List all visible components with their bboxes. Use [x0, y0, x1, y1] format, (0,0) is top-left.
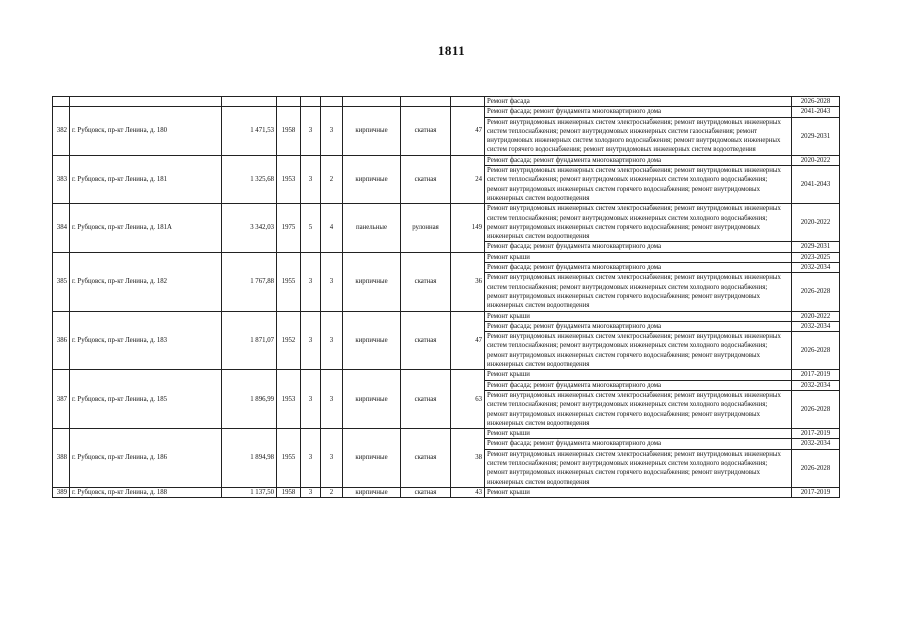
wall-material-cell: кирпичные: [343, 487, 401, 497]
floors-cell: 3: [301, 487, 321, 497]
work-type-cell: Ремонт внутридомовых инженерных систем электроснабжения; ремонт внутридомовых инженерных систем теплоснабжения; ремонт внутридомовых инженерных систем холодного водоснабжения; ремонт внутридомовых инженерных систем горячего водоснабжения; ремонт внутридомовых инженерных систем водоотведения: [485, 204, 792, 242]
work-type-cell: Ремонт фасада; ремонт фундамента многоквартирного дома: [485, 155, 792, 165]
table-row: [53, 97, 840, 107]
roof-type-cell: скатная: [401, 252, 451, 311]
work-type-cell: Ремонт крыши: [485, 487, 792, 497]
row-number-cell: 385: [53, 252, 70, 311]
year-built-cell: 1953: [277, 155, 301, 203]
total-area-cell: 1 896,99: [222, 370, 277, 429]
roof-type-cell: скатная: [401, 370, 451, 429]
work-period-cell: 2026-2028: [792, 332, 840, 370]
total-area-cell: 1 894,98: [222, 429, 277, 488]
year-built-cell: 1958: [277, 107, 301, 155]
roof-type-cell: скатная: [401, 429, 451, 488]
entrances-cell: 3: [321, 429, 343, 488]
apartments-count-cell: 38: [451, 429, 485, 488]
apartments-count-cell: [451, 97, 485, 107]
work-type-cell: Ремонт внутридомовых инженерных систем электроснабжения; ремонт внутридомовых инженерных систем теплоснабжения; ремонт внутридомовых инженерных систем холодного водоснабжения; ремонт внутридомовых инженерных систем горячего водоснабжения; ремонт внутридомовых инженерных систем водоотведения: [485, 390, 792, 428]
work-type-cell: Ремонт фасада; ремонт фундамента многоквартирного дома: [485, 263, 792, 273]
table-row: [53, 204, 840, 242]
total-area-cell: 1 471,53: [222, 107, 277, 155]
work-type-cell: Ремонт фасада; ремонт фундамента многоквартирного дома: [485, 321, 792, 331]
roof-type-cell: рулонная: [401, 204, 451, 252]
entrances-cell: 3: [321, 370, 343, 429]
table-row: [53, 487, 840, 497]
year-built-cell: 1955: [277, 252, 301, 311]
work-type-cell: Ремонт внутридомовых инженерных систем электроснабжения; ремонт внутридомовых инженерных систем теплоснабжения; ремонт внутридомовых инженерных систем холодного водоснабжения; ремонт внутридомовых инженерных систем горячего водоснабжения; ремонт внутридомовых инженерных систем водоотведения: [485, 166, 792, 204]
row-number-cell: 386: [53, 311, 70, 370]
roof-type-cell: скатная: [401, 155, 451, 203]
work-type-cell: Ремонт внутридомовых инженерных систем электроснабжения; ремонт внутридомовых инженерных систем теплоснабжения; ремонт внутридомовых инженерных систем газоснабжения; ремонт внутридомовых инженерных систем холодного водоснабжения; ремонт внутридомовых инженерных систем горячего водоснабжения; ремонт внутридомовых инженерных систем водоотведения: [485, 117, 792, 155]
work-period-cell: 2026-2028: [792, 97, 840, 107]
row-number-cell: 389: [53, 487, 70, 497]
table-row: [53, 370, 840, 380]
work-period-cell: 2017-2019: [792, 429, 840, 439]
total-area-cell: 1 137,50: [222, 487, 277, 497]
address-cell: г. Рубцовск, пр-кт Ленина, д. 181: [70, 155, 222, 203]
work-period-cell: 2020-2022: [792, 204, 840, 242]
address-cell: [70, 97, 222, 107]
work-type-cell: Ремонт фасада; ремонт фундамента многоквартирного дома: [485, 242, 792, 252]
apartments-count-cell: 63: [451, 370, 485, 429]
work-type-cell: Ремонт фасада; ремонт фундамента многоквартирного дома: [485, 380, 792, 390]
row-number-cell: 388: [53, 429, 70, 488]
roof-type-cell: [401, 97, 451, 107]
wall-material-cell: кирпичные: [343, 155, 401, 203]
floors-cell: 3: [301, 155, 321, 203]
work-period-cell: 2032-2034: [792, 321, 840, 331]
total-area-cell: [222, 97, 277, 107]
wall-material-cell: кирпичные: [343, 252, 401, 311]
apartments-count-cell: 47: [451, 311, 485, 370]
work-period-cell: 2020-2022: [792, 155, 840, 165]
floors-cell: 5: [301, 204, 321, 252]
roof-type-cell: скатная: [401, 107, 451, 155]
work-period-cell: 2020-2022: [792, 311, 840, 321]
floors-cell: 3: [301, 107, 321, 155]
floors-cell: 3: [301, 252, 321, 311]
row-number-cell: 383: [53, 155, 70, 203]
wall-material-cell: панельные: [343, 204, 401, 252]
year-built-cell: 1955: [277, 429, 301, 488]
roof-type-cell: скатная: [401, 487, 451, 497]
roof-type-cell: скатная: [401, 311, 451, 370]
work-type-cell: Ремонт крыши: [485, 311, 792, 321]
apartments-count-cell: 43: [451, 487, 485, 497]
table-row: [53, 155, 840, 165]
total-area-cell: 1 325,68: [222, 155, 277, 203]
work-period-cell: 2017-2019: [792, 487, 840, 497]
table-row: [53, 252, 840, 262]
work-type-cell: Ремонт фасада; ремонт фундамента многоквартирного дома: [485, 439, 792, 449]
total-area-cell: 3 342,03: [222, 204, 277, 252]
row-number-cell: 384: [53, 204, 70, 252]
register-body: [53, 97, 840, 498]
work-period-cell: 2017-2019: [792, 370, 840, 380]
wall-material-cell: кирпичные: [343, 370, 401, 429]
work-period-cell: 2029-2031: [792, 242, 840, 252]
work-period-cell: 2032-2034: [792, 263, 840, 273]
address-cell: г. Рубцовск, пр-кт Ленина, д. 188: [70, 487, 222, 497]
row-number-cell: 382: [53, 107, 70, 155]
floors-cell: [301, 97, 321, 107]
wall-material-cell: [343, 97, 401, 107]
row-number-cell: [53, 97, 70, 107]
work-type-cell: Ремонт внутридомовых инженерных систем электроснабжения; ремонт внутридомовых инженерных систем теплоснабжения; ремонт внутридомовых инженерных систем холодного водоснабжения; ремонт внутридомовых инженерных систем горячего водоснабжения; ремонт внутридомовых инженерных систем водоотведения: [485, 449, 792, 487]
table-row: [53, 429, 840, 439]
work-period-cell: 2026-2028: [792, 449, 840, 487]
total-area-cell: 1 767,88: [222, 252, 277, 311]
work-period-cell: 2023-2025: [792, 252, 840, 262]
wall-material-cell: кирпичные: [343, 107, 401, 155]
entrances-cell: 3: [321, 107, 343, 155]
entrances-cell: 4: [321, 204, 343, 252]
year-built-cell: 1958: [277, 487, 301, 497]
entrances-cell: 3: [321, 311, 343, 370]
year-built-cell: [277, 97, 301, 107]
work-type-cell: Ремонт фасада; ремонт фундамента многоквартирного дома: [485, 107, 792, 117]
row-number-cell: 387: [53, 370, 70, 429]
address-cell: г. Рубцовск, пр-кт Ленина, д. 186: [70, 429, 222, 488]
page-number: 1811: [437, 43, 466, 58]
work-period-cell: 2041-2043: [792, 166, 840, 204]
wall-material-cell: кирпичные: [343, 429, 401, 488]
floors-cell: 3: [301, 370, 321, 429]
apartments-count-cell: 24: [451, 155, 485, 203]
work-type-cell: Ремонт внутридомовых инженерных систем электроснабжения; ремонт внутридомовых инженерных систем теплоснабжения; ремонт внутридомовых инженерных систем холодного водоснабжения; ремонт внутридомовых инженерных систем горячего водоснабжения; ремонт внутридомовых инженерных систем водоотведения: [485, 332, 792, 370]
apartments-count-cell: 149: [451, 204, 485, 252]
apartments-count-cell: 47: [451, 107, 485, 155]
work-period-cell: 2032-2034: [792, 439, 840, 449]
housing-register-table: [52, 96, 840, 498]
apartments-count-cell: 36: [451, 252, 485, 311]
work-period-cell: 2026-2028: [792, 273, 840, 311]
year-built-cell: 1953: [277, 370, 301, 429]
address-cell: г. Рубцовск, пр-кт Ленина, д. 180: [70, 107, 222, 155]
address-cell: г. Рубцовск, пр-кт Ленина, д. 182: [70, 252, 222, 311]
work-type-cell: Ремонт крыши: [485, 252, 792, 262]
year-built-cell: 1952: [277, 311, 301, 370]
year-built-cell: 1975: [277, 204, 301, 252]
work-type-cell: Ремонт крыши: [485, 370, 792, 380]
work-type-cell: Ремонт крыши: [485, 429, 792, 439]
entrances-cell: [321, 97, 343, 107]
table-row: [53, 311, 840, 321]
address-cell: г. Рубцовск, пр-кт Ленина, д. 181А: [70, 204, 222, 252]
table-row: [53, 107, 840, 117]
work-period-cell: 2029-2031: [792, 117, 840, 155]
work-type-cell: Ремонт внутридомовых инженерных систем электроснабжения; ремонт внутридомовых инженерных систем теплоснабжения; ремонт внутридомовых инженерных систем холодного водоснабжения; ремонт внутридомовых инженерных систем горячего водоснабжения; ремонт внутридомовых инженерных систем водоотведения: [485, 273, 792, 311]
wall-material-cell: кирпичные: [343, 311, 401, 370]
address-cell: г. Рубцовск, пр-кт Ленина, д. 183: [70, 311, 222, 370]
work-type-cell: Ремонт фасада: [485, 97, 792, 107]
total-area-cell: 1 871,07: [222, 311, 277, 370]
work-period-cell: 2032-2034: [792, 380, 840, 390]
floors-cell: 3: [301, 311, 321, 370]
entrances-cell: 3: [321, 252, 343, 311]
entrances-cell: 2: [321, 487, 343, 497]
entrances-cell: 2: [321, 155, 343, 203]
work-period-cell: 2041-2043: [792, 107, 840, 117]
work-period-cell: 2026-2028: [792, 390, 840, 428]
address-cell: г. Рубцовск, пр-кт Ленина, д. 185: [70, 370, 222, 429]
floors-cell: 3: [301, 429, 321, 488]
